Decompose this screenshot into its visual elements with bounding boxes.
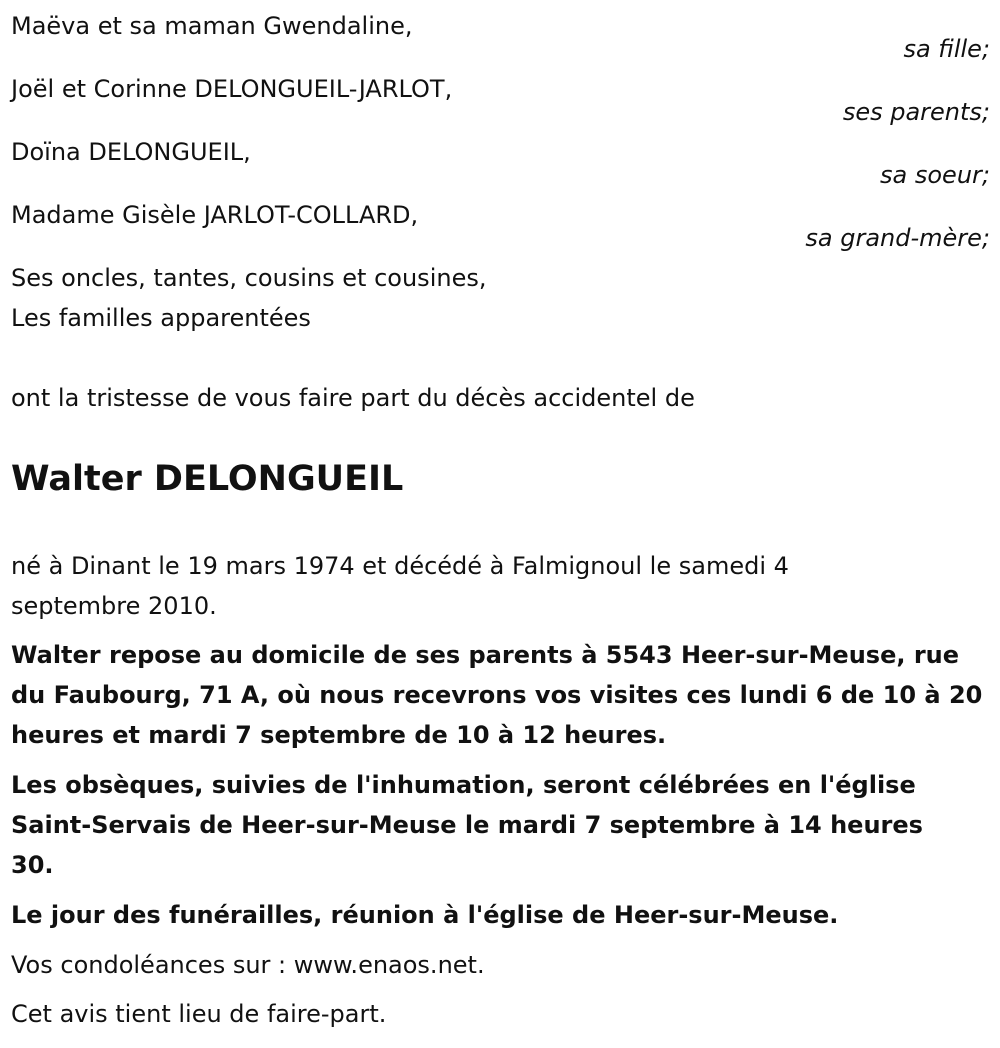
family-role-sister: sa soeur;	[880, 161, 990, 189]
family-role-daughter: sa fille;	[903, 35, 990, 63]
gathering-text: Le jour des funérailles, réunion à l'église de Heer-sur-Meuse.	[11, 901, 839, 929]
family-role-parents: ses parents;	[842, 98, 990, 126]
condolences-text: Vos condoléances sur : www.enaos.net.	[11, 951, 485, 979]
funeral-text: Les obsèques, suivies de l'inhumation, seront célébrées en l'église Saint-Servais de Heer-sur-Meuse le mardi 7 septembre à 14 heures 30.	[11, 771, 923, 879]
deceased-name: Walter DELONGUEIL	[11, 459, 404, 499]
family-member-daughter: Maëva et sa maman Gwendaline,	[11, 12, 413, 40]
family-role-grandmother: sa grand-mère;	[805, 224, 990, 252]
visitation-text: Walter repose au domicile de ses parents à 5543 Heer-sur-Meuse, rue du Faubourg, 71 A, où nous recevrons vos visites ces lundi 6 de 10 à 20 heures et mardi 7 septembre de 10 à 12 heures.	[11, 641, 983, 749]
announcement-text: ont la tristesse de vous faire part du décès accidentel de	[11, 384, 695, 412]
family-member-grandmother: Madame Gisèle JARLOT-COLLARD,	[11, 201, 419, 229]
relatives-line-2: Les familles apparentées	[11, 304, 311, 332]
family-member-parents: Joël et Corinne DELONGUEIL-JARLOT,	[11, 75, 453, 103]
birth-death-text: né à Dinant le 19 mars 1974 et décédé à Falmignoul le samedi 4 septembre 2010.	[11, 552, 789, 620]
family-member-sister: Doïna DELONGUEIL,	[11, 138, 251, 166]
notice-text: Cet avis tient lieu de faire-part.	[11, 1000, 387, 1028]
relatives-line-1: Ses oncles, tantes, cousins et cousines,	[11, 264, 487, 292]
